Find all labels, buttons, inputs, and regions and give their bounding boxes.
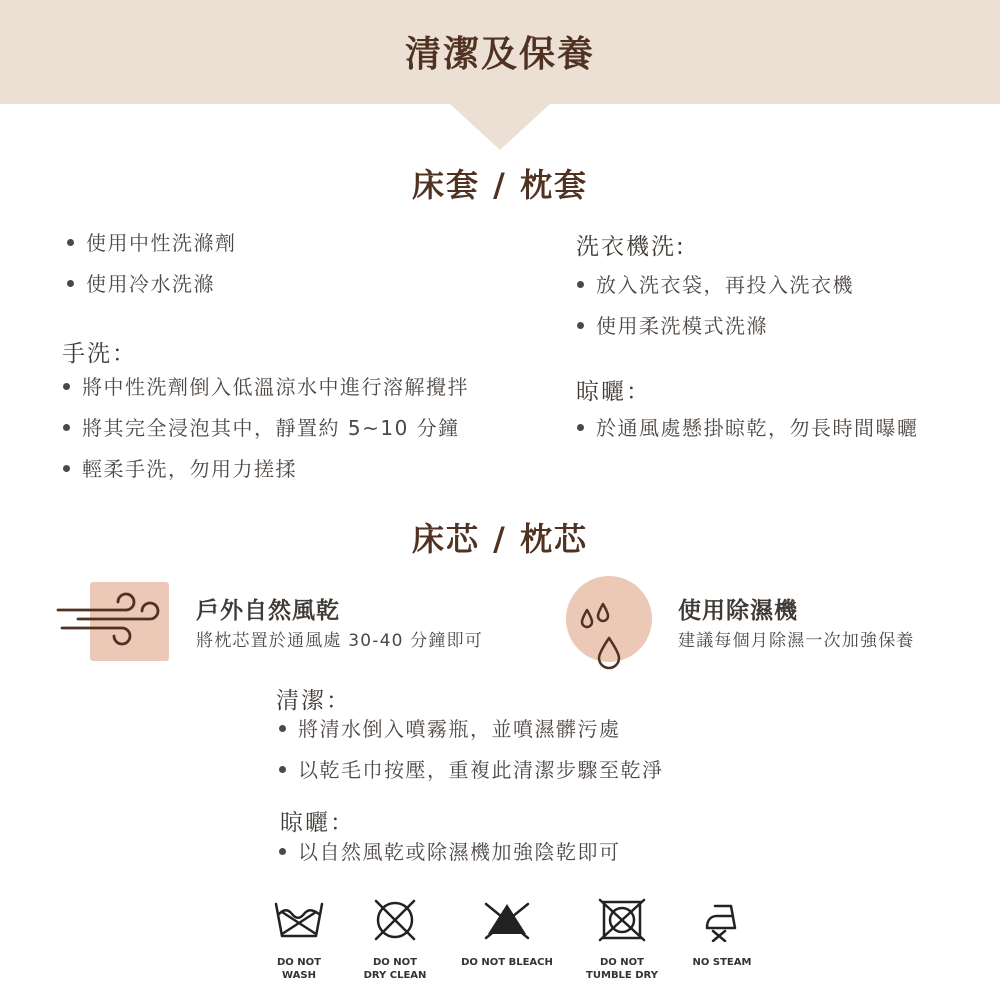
water-drops-icon — [566, 576, 652, 672]
dehumidifier-text: 建議每個月除濕一次加強保養 — [678, 631, 915, 651]
outdoor-dry-title: 戶外自然風乾 — [196, 598, 340, 624]
do-not-tumble-dry-icon — [595, 898, 649, 942]
wind-icon — [52, 588, 162, 648]
do-not-wash-icon — [272, 898, 326, 942]
section-title-covers: 床套 / 枕套 — [412, 166, 588, 204]
list-item: 輕柔手洗，勿用力搓揉 — [60, 455, 469, 496]
care-label: DO NOT TUMBLE DRY — [586, 957, 658, 981]
page-title: 清潔及保養 — [404, 34, 595, 75]
machine-wash-list — [574, 271, 854, 353]
section-title-inserts: 床芯 / 枕芯 — [412, 520, 588, 558]
list-item: 將其完全浸泡其中，靜置約 5~10 分鐘 — [60, 414, 469, 455]
drying-list-inserts — [276, 838, 621, 879]
list-item: 將清水倒入噴霧瓶，並噴濕髒污處 — [276, 715, 664, 756]
cleaning-heading: 清潔： — [276, 688, 351, 714]
list-item: 使用柔洗模式洗滌 — [574, 312, 854, 353]
care-label: DO NOT WASH — [277, 957, 321, 981]
care-symbol-do-not-wash — [262, 898, 336, 982]
drying-heading-covers: 晾曬： — [576, 379, 651, 405]
list-item: 放入洗衣袋，再投入洗衣機 — [574, 271, 854, 312]
list-item: 以自然風乾或除濕機加強陰乾即可 — [276, 838, 621, 879]
drying-heading-inserts: 晾曬： — [280, 810, 355, 836]
banner-arrow — [450, 104, 550, 150]
list-item: 以乾毛巾按壓，重複此清潔步驟至乾淨 — [276, 756, 664, 797]
list-item: 使用中性洗滌劑 — [64, 229, 237, 270]
list-item: 於通風處懸掛晾乾，勿長時間曝曬 — [574, 414, 919, 455]
care-label: DO NOT DRY CLEAN — [363, 957, 427, 981]
care-label: DO NOT BLEACH — [461, 957, 553, 968]
no-steam-icon — [695, 898, 749, 942]
drying-list-covers — [574, 414, 919, 455]
general-care-list — [64, 229, 237, 311]
list-item: 使用冷水洗滌 — [64, 270, 237, 311]
dehumidifier-title: 使用除濕機 — [678, 598, 798, 624]
outdoor-dry-text: 將枕芯置於通風處 30-40 分鐘即可 — [196, 631, 484, 651]
care-symbol-do-not-dry-clean — [355, 898, 435, 982]
hand-wash-heading: 手洗： — [62, 341, 137, 367]
do-not-bleach-icon — [480, 898, 534, 942]
cleaning-list — [276, 715, 664, 797]
care-symbol-do-not-bleach — [455, 898, 559, 969]
care-symbol-no-steam — [684, 898, 760, 969]
care-symbol-do-not-tumble-dry — [580, 898, 664, 982]
machine-wash-heading: 洗衣機洗: — [576, 234, 686, 260]
list-item: 將中性洗劑倒入低溫涼水中進行溶解攪拌 — [60, 373, 469, 414]
hand-wash-list — [60, 373, 469, 496]
care-label: NO STEAM — [692, 957, 752, 968]
do-not-dry-clean-icon — [368, 898, 422, 942]
